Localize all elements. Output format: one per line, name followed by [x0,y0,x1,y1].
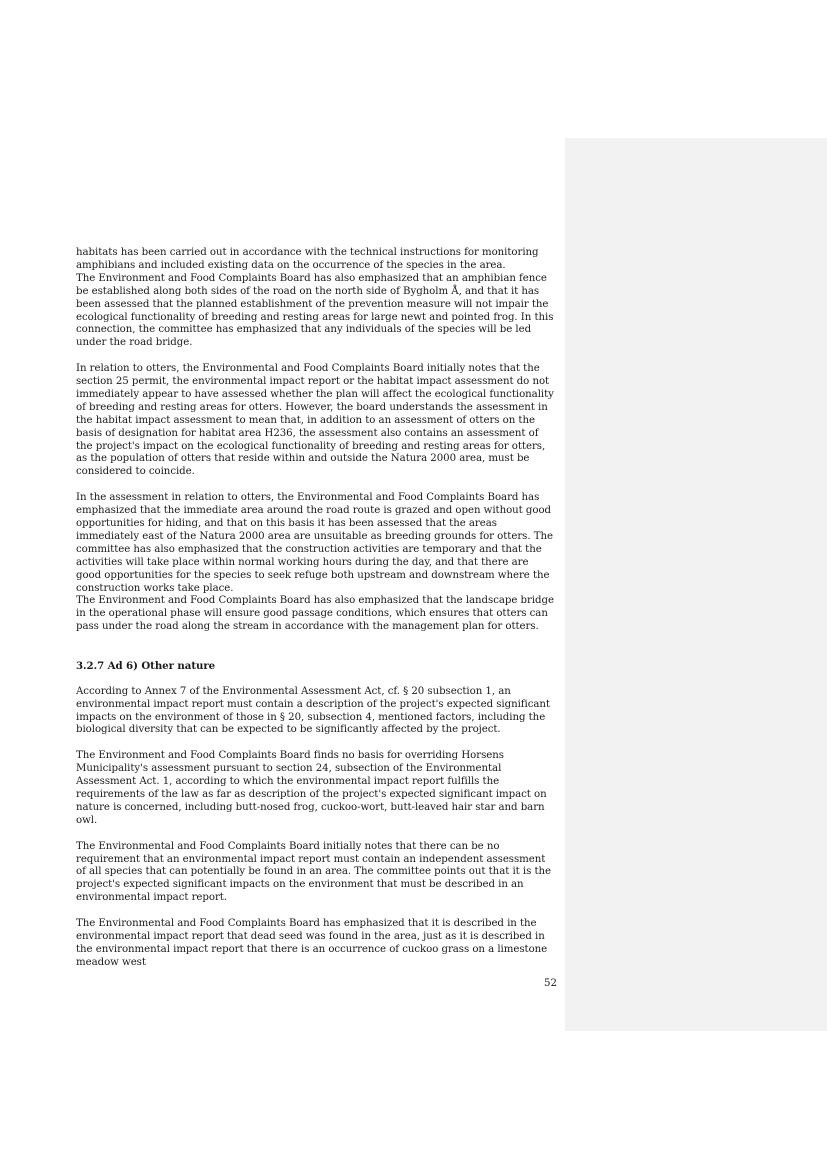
paragraph: The Environment and Food Complaints Board has also emphasized that the landscape bridge in the operational phase will ensure good passage conditions, which ensures that otters can pass under the road along the stream in accordance with the management plan for otters. [76,595,554,633]
paragraph: The Environment and Food Complaints Board has also emphasized that an amphibian fence be established along both sides of the road on the north side of Bygholm Å, and that it has been assessed that the planned establishment of the prevention measure will not impair the ecological functionality of breeding and resting areas for large newt and pointed frog. In this connection, the committee has emphasized that any individuals of the species will be led under the road bridge. [76,272,554,349]
comment-pane [565,138,827,1031]
paragraph: habitats has been carried out in accordance with the technical instructions for monitoring amphibians and included existing data on the occurrence of the species in the area. [76,247,539,271]
page-number: 52 [544,978,557,989]
paragraph: In relation to otters, the Environmental and Food Complaints Board initially notes that the section 25 permit, the environmental impact report or the habitat impact assessment do not immediately appear to have assessed whether the plan will affect the ecological functionality of breeding and resting areas for otters. However, the board understands the assessment in the habitat impact assessment to mean that, in addition to an assessment of otters on the basis of designation for habitat area H236, the assessment also contains an assessment of the project's impact on the ecological functionality of breeding and resting areas for otters, as the population of otters that reside within and outside the Natura 2000 area, must be considered to coincide. [76,363,554,478]
document-body [76,247,554,970]
paragraph: According to Annex 7 of the Environmental Assessment Act, cf. § 20 subsection 1, an environmental impact report must contain a description of the project's expected significant impacts on the environment of those in § 20, subsection 4, mentioned factors, including the biological diversity that can be expected to be significantly affected by the project. [76,685,550,736]
paragraph: The Environmental and Food Complaints Board has emphasized that it is described in the environmental impact report that dead seed was found in the area, just as it is described in the environmental impact report that there is an occurrence of cuckoo grass on a limestone meadow west [76,918,548,968]
paragraph: In the assessment in relation to otters, the Environmental and Food Complaints Board has emphasized that the immediate area around the road route is grazed and open without good opportunities for hiding, and that on this basis it has been assessed that the areas immediately east of the Natura 2000 area are unsuitable as breeding grounds for otters. The committee has also emphasized that the construction activities are temporary and that the activities will take place within normal working hours during the day, and that there are good opportunities for the species to seek refuge both upstream and downstream where the construction works take place. [76,492,553,594]
section-heading: 3.2.7 Ad 6) Other nature [76,659,216,672]
paragraph: The Environmental and Food Complaints Board initially notes that there can be no requirement that an environmental impact report must contain an independent assessment of all species that can potentially be found in an area. The committee points out that it is the project's expected significant impacts on the environment that must be described in an environmental impact report. [76,840,551,904]
section-spacer [76,634,554,660]
paragraph: The Environment and Food Complaints Board finds no basis for overriding Horsens Municipality's assessment pursuant to section 24, subsection of the Environmental Assessment Act. 1, according to which the environmental impact report fulfills the requirements of the law as far as description of the project's expected significant impact on nature is concerned, including butt-nosed frog, cuckoo-wort, butt-leaved hair star and barn owl. [76,750,547,826]
